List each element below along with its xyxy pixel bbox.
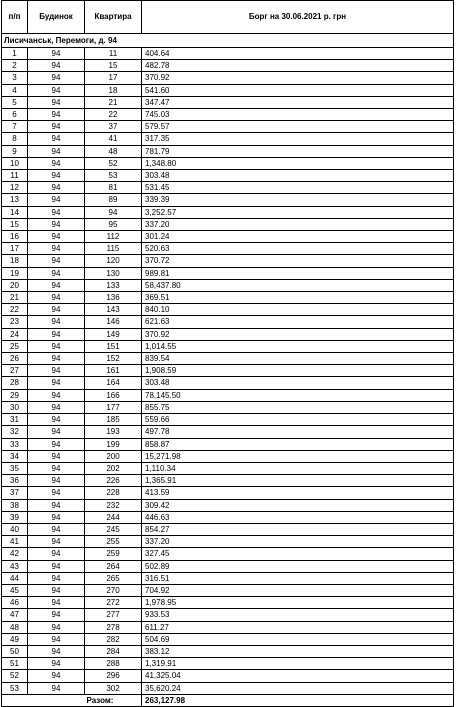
- building-cell: 94: [28, 499, 85, 511]
- apartment-cell: 244: [85, 511, 142, 523]
- row-index: 23: [2, 316, 28, 328]
- row-index: 47: [2, 609, 28, 621]
- table-body: [2, 34, 454, 695]
- apartment-cell: 278: [85, 621, 142, 633]
- debt-cell: 839.54: [142, 353, 454, 365]
- table-row: [2, 597, 454, 609]
- row-index: 41: [2, 536, 28, 548]
- apartment-cell: 21: [85, 96, 142, 108]
- table-row: [2, 511, 454, 523]
- apartment-cell: 17: [85, 72, 142, 84]
- header-index: п/п: [2, 1, 28, 34]
- apartment-cell: 136: [85, 292, 142, 304]
- apartment-cell: 226: [85, 475, 142, 487]
- building-cell: 94: [28, 536, 85, 548]
- building-cell: 94: [28, 597, 85, 609]
- debt-cell: 621.63: [142, 316, 454, 328]
- table-row: [2, 243, 454, 255]
- debt-cell: 1,110.34: [142, 462, 454, 474]
- apartment-cell: 18: [85, 84, 142, 96]
- table-row: [2, 206, 454, 218]
- building-cell: 94: [28, 292, 85, 304]
- debt-cell: 497.78: [142, 426, 454, 438]
- table-row: [2, 48, 454, 60]
- table-row: [2, 414, 454, 426]
- apartment-cell: 161: [85, 365, 142, 377]
- apartment-cell: 245: [85, 523, 142, 535]
- table-footer: [2, 694, 454, 706]
- debt-cell: 347.47: [142, 96, 454, 108]
- row-index: 42: [2, 548, 28, 560]
- building-cell: 94: [28, 72, 85, 84]
- building-cell: 94: [28, 365, 85, 377]
- table-row: [2, 96, 454, 108]
- apartment-cell: 199: [85, 438, 142, 450]
- table-row: [2, 609, 454, 621]
- building-cell: 94: [28, 328, 85, 340]
- row-index: 45: [2, 584, 28, 596]
- row-index: 53: [2, 682, 28, 694]
- building-cell: 94: [28, 487, 85, 499]
- table-row: [2, 145, 454, 157]
- building-cell: 94: [28, 109, 85, 121]
- debt-cell: 316.51: [142, 572, 454, 584]
- debt-cell: 541.60: [142, 84, 454, 96]
- row-index: 8: [2, 133, 28, 145]
- building-cell: 94: [28, 267, 85, 279]
- row-index: 46: [2, 597, 28, 609]
- table-row: [2, 121, 454, 133]
- table-row: [2, 584, 454, 596]
- debt-cell: 370.92: [142, 328, 454, 340]
- table-row: [2, 682, 454, 694]
- debt-cell: 531.45: [142, 182, 454, 194]
- row-index: 1: [2, 48, 28, 60]
- building-cell: 94: [28, 48, 85, 60]
- table-row: [2, 255, 454, 267]
- debt-cell: 301.24: [142, 231, 454, 243]
- debt-cell: 989.81: [142, 267, 454, 279]
- debt-cell: 1,978.95: [142, 597, 454, 609]
- row-index: 4: [2, 84, 28, 96]
- debt-cell: 41,325.04: [142, 670, 454, 682]
- table-row: [2, 658, 454, 670]
- table-row: [2, 462, 454, 474]
- table-row: [2, 72, 454, 84]
- building-cell: 94: [28, 145, 85, 157]
- table-row: [2, 316, 454, 328]
- row-index: 24: [2, 328, 28, 340]
- table-row: [2, 438, 454, 450]
- row-index: 2: [2, 60, 28, 72]
- apartment-cell: 53: [85, 170, 142, 182]
- apartment-cell: 130: [85, 267, 142, 279]
- debt-cell: 854.27: [142, 523, 454, 535]
- row-index: 44: [2, 572, 28, 584]
- header-debt: Борг на 30.06.2021 р. грн: [142, 1, 454, 34]
- building-cell: 94: [28, 340, 85, 352]
- table-row: [2, 157, 454, 169]
- table-row: [2, 560, 454, 572]
- row-index: 52: [2, 670, 28, 682]
- apartment-cell: 94: [85, 206, 142, 218]
- row-index: 29: [2, 389, 28, 401]
- apartment-cell: 120: [85, 255, 142, 267]
- building-cell: 94: [28, 255, 85, 267]
- table-row: [2, 450, 454, 462]
- debt-table: [1, 0, 454, 707]
- apartment-cell: 152: [85, 353, 142, 365]
- debt-cell: 303.48: [142, 377, 454, 389]
- apartment-cell: 146: [85, 316, 142, 328]
- row-index: 16: [2, 231, 28, 243]
- building-cell: 94: [28, 84, 85, 96]
- building-cell: 94: [28, 316, 85, 328]
- table-row: [2, 633, 454, 645]
- header-building: Будинок: [28, 1, 85, 34]
- apartment-cell: 166: [85, 389, 142, 401]
- building-cell: 94: [28, 609, 85, 621]
- table-row: [2, 304, 454, 316]
- row-index: 32: [2, 426, 28, 438]
- apartment-cell: 133: [85, 279, 142, 291]
- row-index: 11: [2, 170, 28, 182]
- table-row: [2, 536, 454, 548]
- debt-cell: 1,348.80: [142, 157, 454, 169]
- table-row: [2, 572, 454, 584]
- section-title: Лисичанськ, Перемоги, д. 94: [2, 34, 454, 48]
- debt-cell: 858.87: [142, 438, 454, 450]
- debt-cell: 370.72: [142, 255, 454, 267]
- apartment-cell: 185: [85, 414, 142, 426]
- table-row: [2, 426, 454, 438]
- debt-cell: 369.51: [142, 292, 454, 304]
- debt-cell: 840.10: [142, 304, 454, 316]
- debt-cell: 337.20: [142, 536, 454, 548]
- apartment-cell: 296: [85, 670, 142, 682]
- debt-cell: 78,145.50: [142, 389, 454, 401]
- table-header: [2, 1, 454, 34]
- apartment-cell: 255: [85, 536, 142, 548]
- row-index: 40: [2, 523, 28, 535]
- debt-cell: 781.79: [142, 145, 454, 157]
- apartment-cell: 270: [85, 584, 142, 596]
- building-cell: 94: [28, 243, 85, 255]
- row-index: 7: [2, 121, 28, 133]
- section-row: [2, 34, 454, 48]
- debt-cell: 303.48: [142, 170, 454, 182]
- row-index: 20: [2, 279, 28, 291]
- debt-cell: 704.92: [142, 584, 454, 596]
- row-index: 12: [2, 182, 28, 194]
- debt-cell: 611.27: [142, 621, 454, 633]
- apartment-cell: 81: [85, 182, 142, 194]
- debt-cell: 745.03: [142, 109, 454, 121]
- building-cell: 94: [28, 584, 85, 596]
- apartment-cell: 302: [85, 682, 142, 694]
- debt-cell: 317.35: [142, 133, 454, 145]
- building-cell: 94: [28, 462, 85, 474]
- table-row: [2, 133, 454, 145]
- debt-cell: 502.89: [142, 560, 454, 572]
- row-index: 26: [2, 353, 28, 365]
- table-row: [2, 621, 454, 633]
- debt-cell: 413.59: [142, 487, 454, 499]
- table-row: [2, 475, 454, 487]
- debt-cell: 855.75: [142, 401, 454, 413]
- apartment-cell: 41: [85, 133, 142, 145]
- table-row: [2, 267, 454, 279]
- apartment-cell: 52: [85, 157, 142, 169]
- debt-cell: 1,014.55: [142, 340, 454, 352]
- building-cell: 94: [28, 438, 85, 450]
- building-cell: 94: [28, 548, 85, 560]
- row-index: 49: [2, 633, 28, 645]
- building-cell: 94: [28, 60, 85, 72]
- row-index: 48: [2, 621, 28, 633]
- row-index: 27: [2, 365, 28, 377]
- apartment-cell: 177: [85, 401, 142, 413]
- building-cell: 94: [28, 658, 85, 670]
- debt-cell: 337.20: [142, 218, 454, 230]
- apartment-cell: 151: [85, 340, 142, 352]
- table-row: [2, 401, 454, 413]
- debt-cell: 404.64: [142, 48, 454, 60]
- row-index: 31: [2, 414, 28, 426]
- building-cell: 94: [28, 304, 85, 316]
- row-index: 21: [2, 292, 28, 304]
- apartment-cell: 193: [85, 426, 142, 438]
- row-index: 34: [2, 450, 28, 462]
- building-cell: 94: [28, 194, 85, 206]
- apartment-cell: 115: [85, 243, 142, 255]
- building-cell: 94: [28, 157, 85, 169]
- debt-cell: 933.53: [142, 609, 454, 621]
- apartment-cell: 232: [85, 499, 142, 511]
- debt-cell: 1,365.91: [142, 475, 454, 487]
- debt-cell: 504.69: [142, 633, 454, 645]
- row-index: 28: [2, 377, 28, 389]
- building-cell: 94: [28, 450, 85, 462]
- row-index: 14: [2, 206, 28, 218]
- row-index: 38: [2, 499, 28, 511]
- table-row: [2, 279, 454, 291]
- row-index: 43: [2, 560, 28, 572]
- table-row: [2, 377, 454, 389]
- apartment-cell: 95: [85, 218, 142, 230]
- building-cell: 94: [28, 645, 85, 657]
- building-cell: 94: [28, 377, 85, 389]
- apartment-cell: 277: [85, 609, 142, 621]
- debt-cell: 559.66: [142, 414, 454, 426]
- debt-cell: 520.63: [142, 243, 454, 255]
- row-index: 15: [2, 218, 28, 230]
- building-cell: 94: [28, 279, 85, 291]
- apartment-cell: 282: [85, 633, 142, 645]
- table-row: [2, 182, 454, 194]
- apartment-cell: 284: [85, 645, 142, 657]
- building-cell: 94: [28, 353, 85, 365]
- building-cell: 94: [28, 670, 85, 682]
- apartment-cell: 202: [85, 462, 142, 474]
- debt-cell: 370.92: [142, 72, 454, 84]
- building-cell: 94: [28, 401, 85, 413]
- debt-cell: 35,620.24: [142, 682, 454, 694]
- debt-cell: 383.12: [142, 645, 454, 657]
- table-row: [2, 353, 454, 365]
- building-cell: 94: [28, 170, 85, 182]
- table-row: [2, 109, 454, 121]
- total-value: 263,127.98: [142, 694, 454, 706]
- building-cell: 94: [28, 426, 85, 438]
- row-index: 5: [2, 96, 28, 108]
- apartment-cell: 164: [85, 377, 142, 389]
- table-row: [2, 365, 454, 377]
- building-cell: 94: [28, 389, 85, 401]
- row-index: 39: [2, 511, 28, 523]
- apartment-cell: 265: [85, 572, 142, 584]
- table-row: [2, 548, 454, 560]
- debt-cell: 339.39: [142, 194, 454, 206]
- table-row: [2, 328, 454, 340]
- table-row: [2, 218, 454, 230]
- debt-cell: 1,908.59: [142, 365, 454, 377]
- building-cell: 94: [28, 511, 85, 523]
- building-cell: 94: [28, 231, 85, 243]
- row-index: 33: [2, 438, 28, 450]
- apartment-cell: 288: [85, 658, 142, 670]
- building-cell: 94: [28, 121, 85, 133]
- apartment-cell: 22: [85, 109, 142, 121]
- row-index: 50: [2, 645, 28, 657]
- table-row: [2, 523, 454, 535]
- building-cell: 94: [28, 475, 85, 487]
- debt-cell: 309.42: [142, 499, 454, 511]
- debt-cell: 1,319.91: [142, 658, 454, 670]
- apartment-cell: 11: [85, 48, 142, 60]
- apartment-cell: 48: [85, 145, 142, 157]
- debt-cell: 446.63: [142, 511, 454, 523]
- table-row: [2, 170, 454, 182]
- apartment-cell: 259: [85, 548, 142, 560]
- row-index: 36: [2, 475, 28, 487]
- building-cell: 94: [28, 560, 85, 572]
- building-cell: 94: [28, 523, 85, 535]
- row-index: 25: [2, 340, 28, 352]
- apartment-cell: 143: [85, 304, 142, 316]
- table-row: [2, 670, 454, 682]
- total-label: Разом:: [2, 694, 142, 706]
- building-cell: 94: [28, 182, 85, 194]
- table-row: [2, 60, 454, 72]
- debt-cell: 58,437.80: [142, 279, 454, 291]
- building-cell: 94: [28, 133, 85, 145]
- debt-cell: 15,271.98: [142, 450, 454, 462]
- table-row: [2, 340, 454, 352]
- debt-cell: 327.45: [142, 548, 454, 560]
- table-row: [2, 292, 454, 304]
- table-row: [2, 499, 454, 511]
- building-cell: 94: [28, 682, 85, 694]
- table-row: [2, 645, 454, 657]
- apartment-cell: 37: [85, 121, 142, 133]
- table-row: [2, 231, 454, 243]
- building-cell: 94: [28, 206, 85, 218]
- apartment-cell: 89: [85, 194, 142, 206]
- debt-cell: 579.57: [142, 121, 454, 133]
- apartment-cell: 149: [85, 328, 142, 340]
- debt-cell: 3,252.57: [142, 206, 454, 218]
- table-row: [2, 194, 454, 206]
- building-cell: 94: [28, 414, 85, 426]
- row-index: 22: [2, 304, 28, 316]
- row-index: 30: [2, 401, 28, 413]
- apartment-cell: 264: [85, 560, 142, 572]
- row-index: 13: [2, 194, 28, 206]
- row-index: 18: [2, 255, 28, 267]
- row-index: 6: [2, 109, 28, 121]
- building-cell: 94: [28, 218, 85, 230]
- row-index: 17: [2, 243, 28, 255]
- row-index: 9: [2, 145, 28, 157]
- header-apartment: Квартира: [85, 1, 142, 34]
- apartment-cell: 200: [85, 450, 142, 462]
- table-row: [2, 84, 454, 96]
- table-row: [2, 487, 454, 499]
- debt-cell: 482.78: [142, 60, 454, 72]
- row-index: 19: [2, 267, 28, 279]
- building-cell: 94: [28, 572, 85, 584]
- header-row: [2, 1, 454, 34]
- apartment-cell: 272: [85, 597, 142, 609]
- total-row: [2, 694, 454, 706]
- building-cell: 94: [28, 96, 85, 108]
- row-index: 51: [2, 658, 28, 670]
- apartment-cell: 15: [85, 60, 142, 72]
- apartment-cell: 112: [85, 231, 142, 243]
- row-index: 10: [2, 157, 28, 169]
- apartment-cell: 228: [85, 487, 142, 499]
- row-index: 35: [2, 462, 28, 474]
- row-index: 3: [2, 72, 28, 84]
- building-cell: 94: [28, 633, 85, 645]
- building-cell: 94: [28, 621, 85, 633]
- row-index: 37: [2, 487, 28, 499]
- table-row: [2, 389, 454, 401]
